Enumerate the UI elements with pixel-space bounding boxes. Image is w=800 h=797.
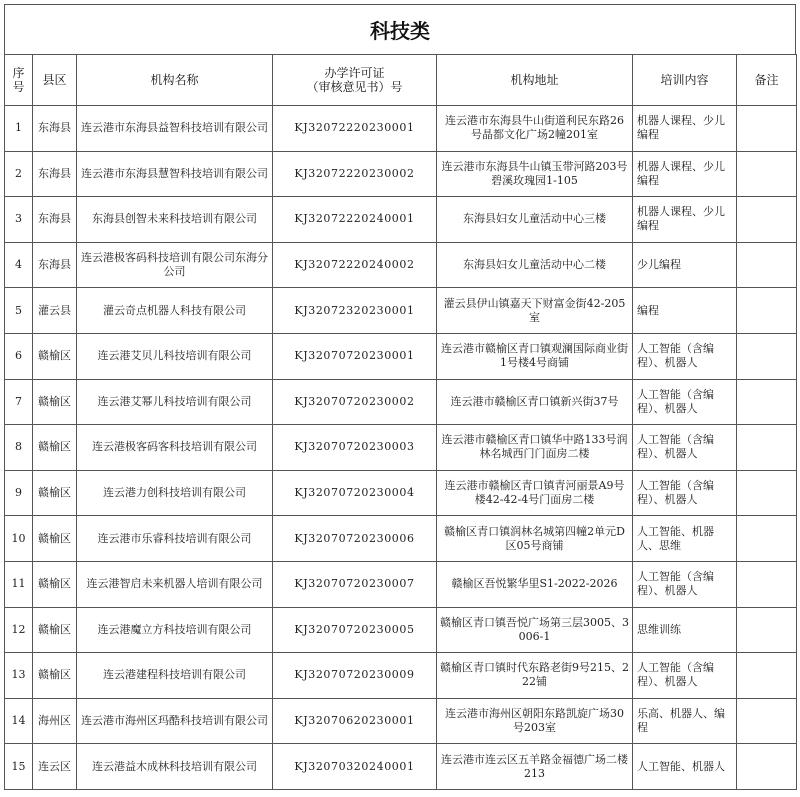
cell-county: 东海县	[33, 242, 77, 288]
cell-index: 3	[5, 197, 33, 243]
cell-license: KJ32070720230002	[273, 379, 437, 425]
cell-license: KJ32072220240001	[273, 197, 437, 243]
cell-address: 赣榆区青口镇润林名城第四幢2单元D区05号商铺	[437, 516, 633, 562]
cell-content: 人工智能（含编程）、机器人	[633, 379, 737, 425]
cell-remark	[737, 197, 797, 243]
cell-address: 连云港市东海县牛山街道利民东路26号晶都文化广场2幢201室	[437, 106, 633, 152]
cell-name: 连云港魔立方科技培训有限公司	[77, 607, 273, 653]
cell-address: 灌云县伊山镇嘉天下财富金街42-205室	[437, 288, 633, 334]
table-row	[5, 470, 797, 516]
table-row	[5, 516, 797, 562]
cell-license: KJ32072220230001	[273, 106, 437, 152]
cell-address: 连云港市连云区五羊路金福德广场二楼213	[437, 744, 633, 790]
cell-content: 人工智能（含编程）、机器人	[633, 425, 737, 471]
table-row	[5, 607, 797, 653]
cell-name: 连云港市东海县慧智科技培训有限公司	[77, 151, 273, 197]
cell-name: 连云港市乐睿科技培训有限公司	[77, 516, 273, 562]
cell-remark	[737, 744, 797, 790]
cell-remark	[737, 516, 797, 562]
cell-name: 连云港益木成林科技培训有限公司	[77, 744, 273, 790]
cell-remark	[737, 333, 797, 379]
cell-address: 连云港市赣榆区青口镇华中路133号润林名城西门门面房二楼	[437, 425, 633, 471]
cell-index: 7	[5, 379, 33, 425]
cell-address: 连云港市赣榆区青口镇青河丽景A9号楼42-42-4号门面房二楼	[437, 470, 633, 516]
table-row	[5, 379, 797, 425]
cell-remark	[737, 242, 797, 288]
cell-content: 人工智能、机器人、思维	[633, 516, 737, 562]
table-row	[5, 106, 797, 152]
cell-county: 东海县	[33, 106, 77, 152]
cell-content: 编程	[633, 288, 737, 334]
cell-content: 机器人课程、少儿编程	[633, 151, 737, 197]
cell-index: 9	[5, 470, 33, 516]
cell-content: 少儿编程	[633, 242, 737, 288]
cell-name: 东海县创智未来科技培训有限公司	[77, 197, 273, 243]
cell-remark	[737, 151, 797, 197]
table-row	[5, 288, 797, 334]
cell-remark	[737, 106, 797, 152]
cell-name: 连云港极客码科技培训有限公司东海分公司	[77, 242, 273, 288]
cell-remark	[737, 561, 797, 607]
table-row	[5, 561, 797, 607]
cell-address: 连云港市海州区朝阳东路凯旋广场30号203室	[437, 698, 633, 744]
cell-index: 14	[5, 698, 33, 744]
table-row	[5, 242, 797, 288]
header-index: 序号	[5, 55, 33, 106]
cell-index: 6	[5, 333, 33, 379]
table-row	[5, 698, 797, 744]
cell-name: 连云港市东海县益智科技培训有限公司	[77, 106, 273, 152]
cell-content: 机器人课程、少儿编程	[633, 197, 737, 243]
table-row	[5, 425, 797, 471]
cell-index: 2	[5, 151, 33, 197]
cell-county: 东海县	[33, 197, 77, 243]
cell-county: 赣榆区	[33, 379, 77, 425]
cell-content: 思维训练	[633, 607, 737, 653]
cell-county: 东海县	[33, 151, 77, 197]
cell-address: 连云港市赣榆区青口镇新兴街37号	[437, 379, 633, 425]
cell-name: 连云港智启未来机器人培训有限公司	[77, 561, 273, 607]
cell-address: 赣榆区青口镇时代东路老街9号215、222铺	[437, 653, 633, 699]
cell-county: 赣榆区	[33, 470, 77, 516]
cell-name: 连云港市海州区玛酷科技培训有限公司	[77, 698, 273, 744]
table-row	[5, 333, 797, 379]
cell-address: 赣榆区吾悦繁华里S1-2022-2026	[437, 561, 633, 607]
cell-license: KJ32070720230007	[273, 561, 437, 607]
cell-license: KJ32070720230004	[273, 470, 437, 516]
cell-content: 人工智能、机器人	[633, 744, 737, 790]
cell-content: 人工智能（含编程）、机器人	[633, 653, 737, 699]
cell-license: KJ32070720230001	[273, 333, 437, 379]
cell-remark	[737, 698, 797, 744]
cell-index: 5	[5, 288, 33, 334]
cell-address: 东海县妇女儿童活动中心三楼	[437, 197, 633, 243]
cell-content: 人工智能（含编程）、机器人	[633, 333, 737, 379]
cell-index: 12	[5, 607, 33, 653]
cell-name: 连云港力创科技培训有限公司	[77, 470, 273, 516]
cell-content: 人工智能（含编程）、机器人	[633, 470, 737, 516]
cell-content: 乐高、机器人、编程	[633, 698, 737, 744]
cell-remark	[737, 470, 797, 516]
cell-license: KJ32070620230001	[273, 698, 437, 744]
table-row	[5, 744, 797, 790]
cell-license: KJ32070720230006	[273, 516, 437, 562]
cell-county: 灌云县	[33, 288, 77, 334]
header-remark: 备注	[737, 55, 797, 106]
cell-index: 13	[5, 653, 33, 699]
header-license-line2: （审核意见书）号	[306, 80, 403, 94]
header-license-line1: 办学许可证	[324, 66, 385, 80]
cell-address: 东海县妇女儿童活动中心二楼	[437, 242, 633, 288]
table-row	[5, 653, 797, 699]
cell-name: 连云港艾幂儿科技培训有限公司	[77, 379, 273, 425]
cell-county: 赣榆区	[33, 333, 77, 379]
header-county: 县区	[33, 55, 77, 106]
cell-county: 赣榆区	[33, 516, 77, 562]
cell-license: KJ32070320240001	[273, 744, 437, 790]
header-license	[273, 55, 437, 106]
cell-address: 连云港市赣榆区青口镇观澜国际商业街1号楼4号商铺	[437, 333, 633, 379]
cell-license: KJ32072320230001	[273, 288, 437, 334]
cell-index: 10	[5, 516, 33, 562]
cell-county: 赣榆区	[33, 425, 77, 471]
table-header-row	[5, 55, 797, 106]
table-body	[5, 106, 797, 790]
cell-county: 赣榆区	[33, 607, 77, 653]
cell-remark	[737, 379, 797, 425]
cell-index: 11	[5, 561, 33, 607]
cell-name: 连云港艾贝儿科技培训有限公司	[77, 333, 273, 379]
header-name: 机构名称	[77, 55, 273, 106]
cell-remark	[737, 288, 797, 334]
cell-name: 连云港建程科技培训有限公司	[77, 653, 273, 699]
page-title: 科技类	[4, 4, 796, 54]
cell-index: 4	[5, 242, 33, 288]
cell-license: KJ32072220230002	[273, 151, 437, 197]
cell-index: 8	[5, 425, 33, 471]
table-row	[5, 151, 797, 197]
cell-county: 海州区	[33, 698, 77, 744]
cell-remark	[737, 425, 797, 471]
cell-county: 赣榆区	[33, 561, 77, 607]
cell-content: 机器人课程、少儿编程	[633, 106, 737, 152]
cell-license: KJ32070720230009	[273, 653, 437, 699]
cell-remark	[737, 607, 797, 653]
cell-county: 赣榆区	[33, 653, 77, 699]
cell-license: KJ32070720230003	[273, 425, 437, 471]
cell-index: 15	[5, 744, 33, 790]
cell-remark	[737, 653, 797, 699]
cell-county: 连云区	[33, 744, 77, 790]
cell-index: 1	[5, 106, 33, 152]
cell-license: KJ32072220240002	[273, 242, 437, 288]
cell-content: 人工智能（含编程）、机器人	[633, 561, 737, 607]
header-address: 机构地址	[437, 55, 633, 106]
institution-table	[4, 54, 797, 790]
cell-name: 灌云奇点机器人科技有限公司	[77, 288, 273, 334]
cell-address: 连云港市东海县牛山镇玉带河路203号碧溪玫瑰园1-105	[437, 151, 633, 197]
cell-license: KJ32070720230005	[273, 607, 437, 653]
cell-name: 连云港极客码客科技培训有限公司	[77, 425, 273, 471]
cell-address: 赣榆区青口镇吾悦广场第三层3005、3006-1	[437, 607, 633, 653]
table-row	[5, 197, 797, 243]
header-content: 培训内容	[633, 55, 737, 106]
